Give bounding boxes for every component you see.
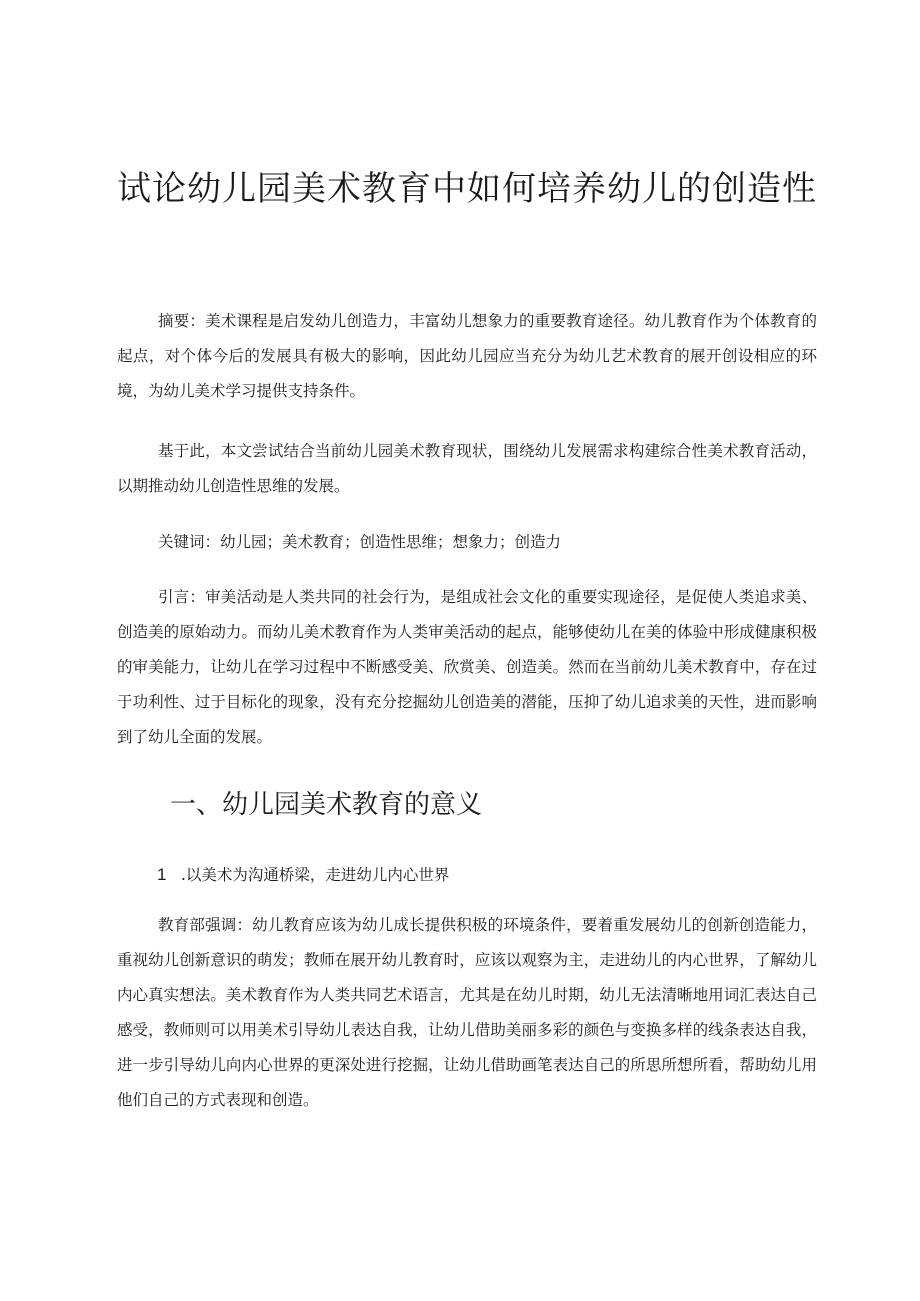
section-heading: 一、幼儿园美术教育的意义 <box>170 790 483 820</box>
keywords-paragraph: 关键词：幼儿园；美术教育；创造性思维；想象力；创造力 <box>158 533 562 551</box>
subsection-heading <box>157 860 449 890</box>
basis-paragraph: 基于此，本文尝试结合当前幼儿园美术教育现状，围绕幼儿发展需求构建综合性美术教育活动，以期推动幼儿创造性思维的发展。 <box>117 442 817 495</box>
introduction-paragraph: 引言：审美活动是人类共同的社会行为，是组成社会文化的重要实现途径，是促使人类追求美、创造美的原始动力。而幼儿美术教育作为人类审美活动的起点，能够使幼儿在美的体验中形成健康积极的审美能力，让幼儿在学习过程中不断感受美、欣赏美、创造美。然而在当前幼儿美术教育中，存在过于功利性、过于目标化的现象，没有充分挖掘幼儿创造美的潜能，压抑了幼儿追求美的天性，进而影响到了幼儿全面的发展。 <box>117 588 817 746</box>
subsection-body-paragraph: 教育部强调：幼儿教育应该为幼儿成长提供积极的环境条件，要着重发展幼儿的创新创造能力，重视幼儿创新意识的萌发；教师在展开幼儿教育时，应该以观察为主，走进幼儿的内心世界，了解幼儿内心真实想法。美术教育作为人类共同艺术语言，尤其是在幼儿时期，幼儿无法清晰地用词汇表达自己感受，教师则可以用美术引导幼儿表达自我，让幼儿借助美丽多彩的颜色与变换多样的线条表达自我，进一步引导幼儿向内心世界的更深处进行挖掘，让幼儿借助画笔表达自己的所思所想所看，帮助幼儿用他们自己的方式表现和创造。 <box>117 916 817 1109</box>
document-title: 试论幼儿园美术教育中如何培养幼儿的创造性 <box>117 169 817 209</box>
subsection-number: 1 <box>157 865 167 884</box>
abstract-paragraph: 摘要：美术课程是启发幼儿创造力，丰富幼儿想象力的重要教育途径。幼儿教育作为个体教育的起点，对个体今后的发展具有极大的影响，因此幼儿园应当充分为幼儿艺术教育的展开创设相应的环境，为幼儿美术学习提供支持条件。 <box>117 312 817 400</box>
subsection-title: .以美术为沟通桥梁，走进幼儿内心世界 <box>181 866 450 884</box>
